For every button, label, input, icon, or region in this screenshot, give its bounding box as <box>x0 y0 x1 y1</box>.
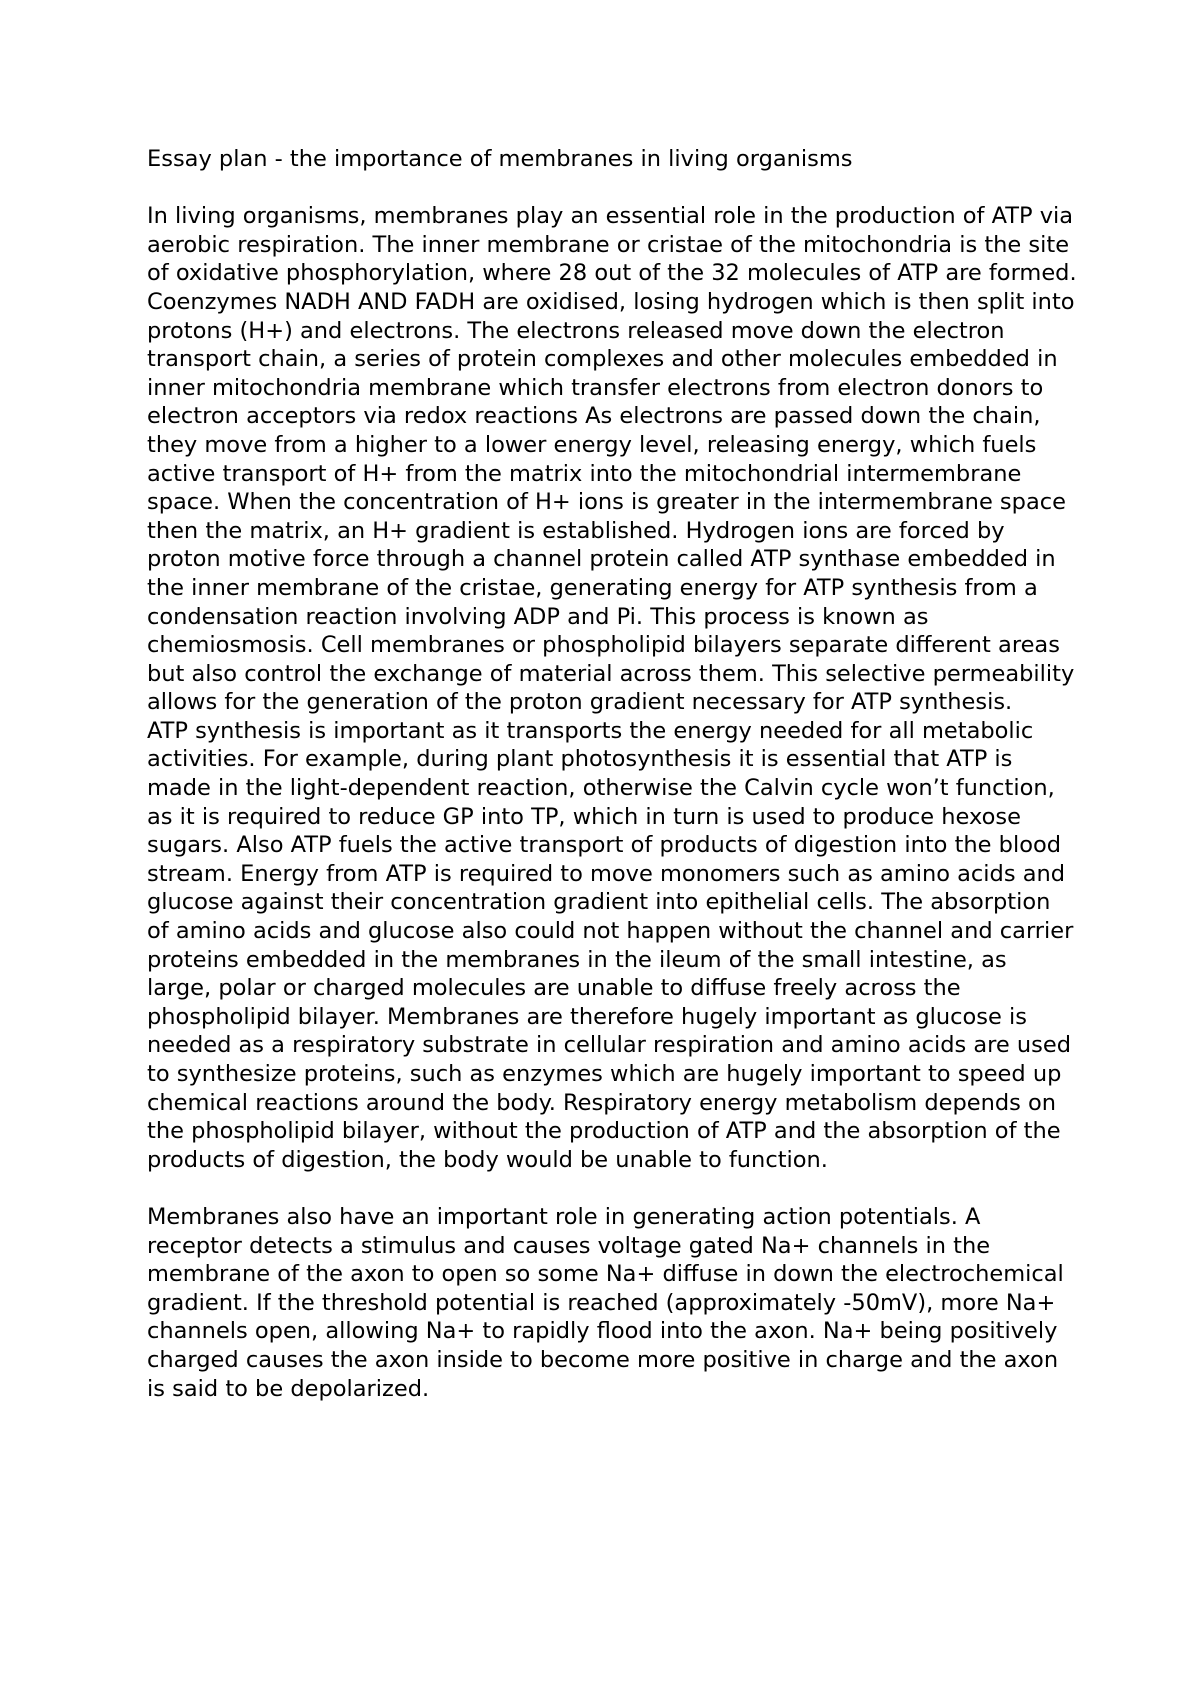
paragraph-spacer <box>147 1174 1077 1203</box>
document-body <box>147 145 1077 1403</box>
paragraph-action-potentials: Membranes also have an important role in generating action potentials. A receptor detects a stimulus and causes voltage gated Na+ channels in the membrane of the axon to open so some Na+ diffuse in down the electrochemical gradient. If the threshold potential is reached (approximately -50mV), more Na+ channels open, allowing Na+ to rapidly flood into the axon. Na+ being positively charged causes the axon inside to become more positive in charge and the axon is said to be depolarized. <box>147 1203 1064 1402</box>
paragraph-respiration: In living organisms, membranes play an essential role in the production of ATP via aerobic respiration. The inner membrane or cristae of the mitochondria is the site of oxidative phosphorylation, where 28 out of the 32 molecules of ATP are formed. Coenzymes NADH AND FADH are oxidised, losing hydrogen which is then split into protons (H+) and electrons. The electrons released move down the electron transport chain, a series of protein complexes and other molecules embedded in inner mitochondria membrane which transfer electrons from electron donors to electron acceptors via redox reactions As electrons are passed down the chain, they move from a higher to a lower energy level, releasing energy, which fuels active transport of H+ from the matrix into the mitochondrial intermembrane space. When the concentration of H+ ions is greater in the intermembrane space then the matrix, an H+ gradient is established. Hydrogen ions are forced by proton motive force through a channel protein called ATP synthase embedded in the inner membrane of the cristae, generating energy for ATP synthesis from a condensation reaction involving ADP and Pi. This process is known as chemiosmosis. Cell membranes or phospholipid bilayers separate different areas but also control the exchange of material across them. This selective permeability allows for the generation of the proton gradient necessary for ATP synthesis. <box>147 203 1077 716</box>
paragraph-atp-importance: ATP synthesis is important as it transports the energy needed for all metabolic activities. For example, during plant photosynthesis it is essential that ATP is made in the light-dependent reaction, otherwise the Calvin cycle won’t function, as it is required to reduce GP into TP, which in turn is used to produce hexose sugars. Also ATP fuels the active transport of products of digestion into the blood stream. Energy from ATP is required to move monomers such as amino acids and glucose against their concentration gradient into epithelial cells. The absorption of amino acids and glucose also could not happen without the channel and carrier proteins embedded in the membranes in the ileum of the small intestine, as large, polar or charged molecules are unable to diffuse freely across the phospholipid bilayer. Membranes are therefore hugely important as glucose is needed as a respiratory substrate in cellular respiration and amino acids are used to synthesize proteins, such as enzymes which are hugely important to speed up chemical reactions around the body. Respiratory energy metabolism depends on the phospholipid bilayer, without the production of ATP and the absorption of the products of digestion, the body would be unable to function. <box>147 717 1074 1173</box>
essay-title: Essay plan - the importance of membranes in living organisms <box>147 146 853 172</box>
